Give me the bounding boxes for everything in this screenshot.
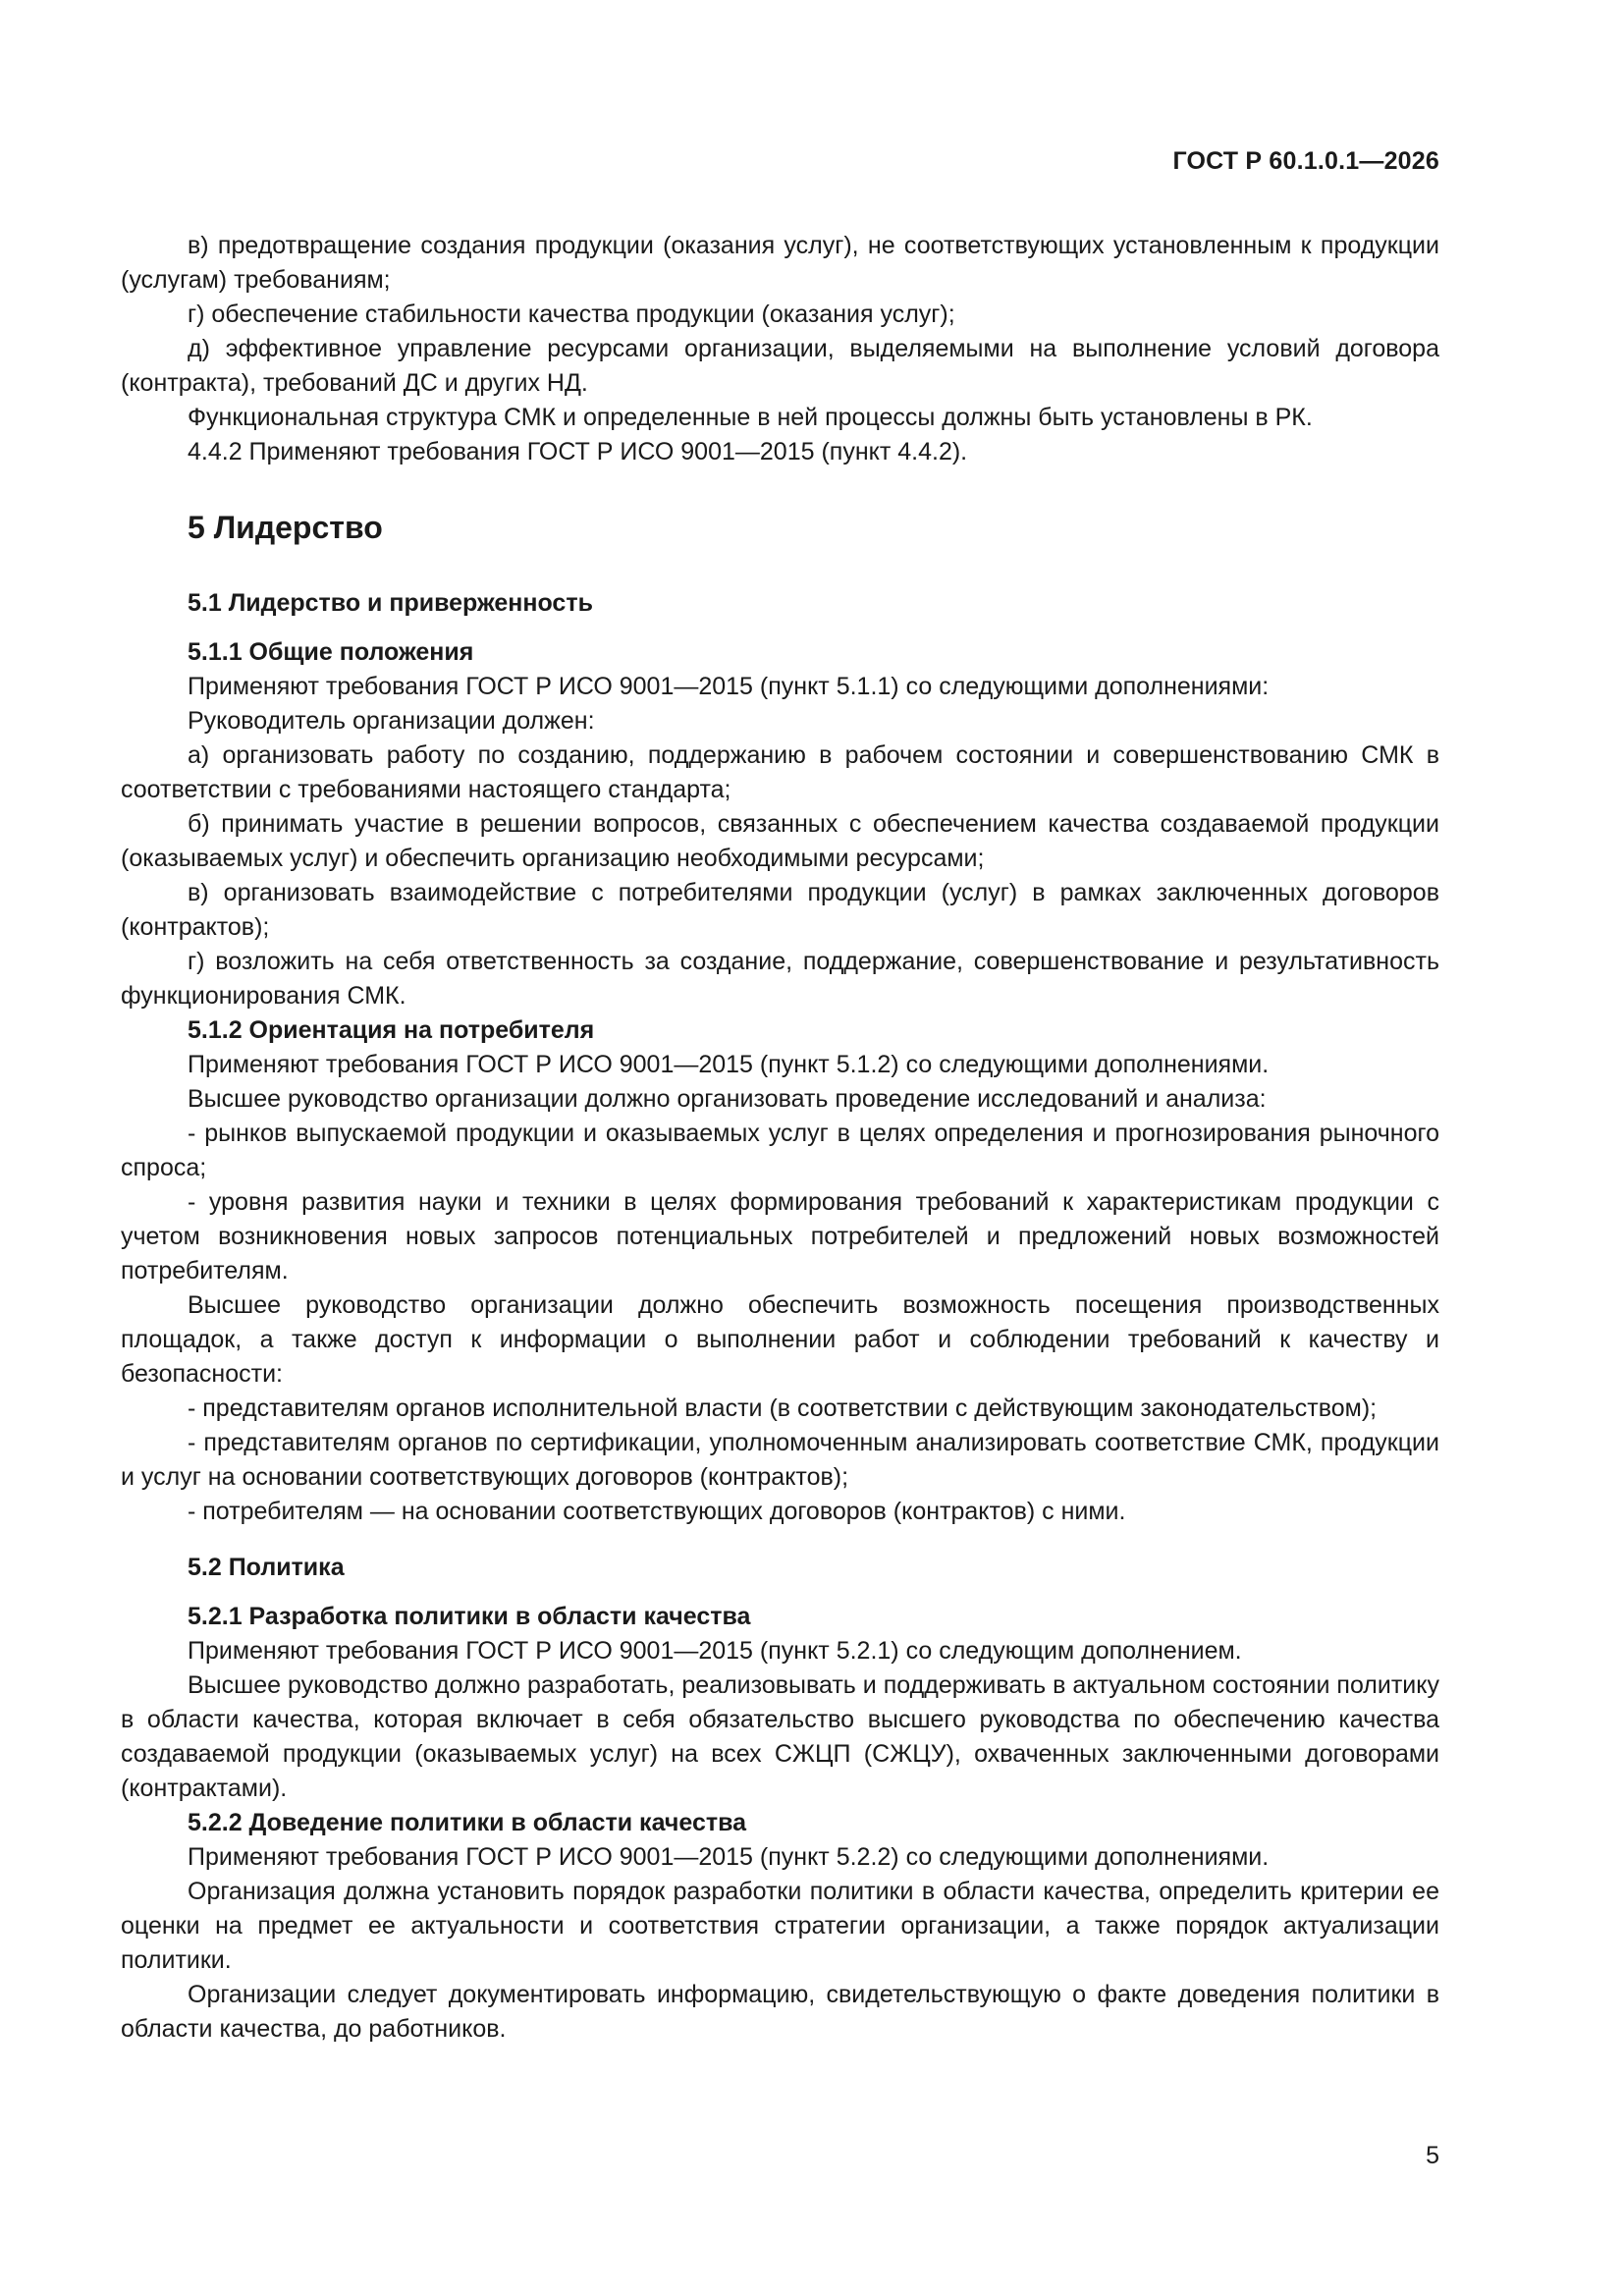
paragraph: 4.4.2 Применяют требования ГОСТ Р ИСО 9001—2015 (пункт 4.4.2). — [188, 438, 968, 465]
subsection-heading: 5.2 Политика — [188, 1554, 345, 1581]
section-heading: 5 Лидерство — [188, 510, 383, 545]
paragraph: Высшее руководство должно разработать, реализовывать и поддерживать в актуальном состоянии политику в области качества, которая включает в себя обязательство высшего руководства по обеспечению качества создаваемой продукции (оказываемых услуг) на всех СЖЦП (СЖЦУ), охваченных заключенными договорами (контрактами). — [121, 1671, 1439, 1802]
list-item: - рынков выпускаемой продукции и оказываемых услуг в целях определения и прогнозирования рыночного спроса; — [121, 1120, 1439, 1181]
paragraph: Организации следует документировать информацию, свидетельствующую о факте доведения политики в области качества, до работников. — [121, 1981, 1439, 2043]
list-item: - уровня развития науки и техники в целях формирования требований к характеристикам продукции с учетом возникновения новых запросов потенциальных потребителей и предложений новых возможностей потребителям. — [121, 1188, 1439, 1285]
page-number: 5 — [1426, 2142, 1439, 2169]
standard-designation: ГОСТ Р 60.1.0.1—2026 — [1172, 147, 1439, 175]
paragraph: Применяют требования ГОСТ Р ИСО 9001—2015 (пункт 5.1.1) со следующими дополнениями: — [188, 673, 1270, 700]
page-body — [121, 229, 1439, 2047]
list-item: в) организовать взаимодействие с потребителями продукции (услуг) в рамках заключенных договоров (контрактов); — [121, 879, 1439, 941]
paragraph: в) предотвращение создания продукции (оказания услуг), не соответствующих установленным к продукции (услугам) требованиям; — [121, 232, 1439, 294]
paragraph: Применяют требования ГОСТ Р ИСО 9001—2015 (пункт 5.2.1) со следующим дополнением. — [188, 1637, 1242, 1665]
paragraph: Высшее руководство организации должно обеспечить возможность посещения производственных площадок, а также доступ к информации о выполнении работ и соблюдении требований к качеству и безопасности: — [121, 1291, 1439, 1388]
paragraph: г) обеспечение стабильности качества продукции (оказания услуг); — [188, 301, 955, 328]
subsection-heading: 5.1 Лидерство и приверженность — [188, 589, 593, 617]
paragraph: Высшее руководство организации должно организовать проведение исследований и анализа: — [188, 1085, 1267, 1113]
paragraph: Функциональная структура СМК и определенные в ней процессы должны быть установлены в РК. — [188, 404, 1313, 431]
paragraph: Применяют требования ГОСТ Р ИСО 9001—2015 (пункт 5.1.2) со следующими дополнениями. — [188, 1051, 1270, 1078]
paragraph: Применяют требования ГОСТ Р ИСО 9001—2015 (пункт 5.2.2) со следующими дополнениями. — [188, 1843, 1270, 1871]
list-item: - потребителям — на основании соответствующих договоров (контрактов) с ними. — [188, 1498, 1126, 1525]
clause-heading: 5.2.2 Доведение политики в области качества — [188, 1809, 747, 1836]
list-item: б) принимать участие в решении вопросов, связанных с обеспечением качества создаваемой продукции (оказываемых услуг) и обеспечить организацию необходимыми ресурсами; — [121, 810, 1439, 872]
list-item: г) возложить на себя ответственность за создание, поддержание, совершенствование и результативность функционирования СМК. — [121, 948, 1439, 1010]
paragraph: Руководитель организации должен: — [188, 707, 595, 735]
clause-heading: 5.2.1 Разработка политики в области качества — [188, 1603, 751, 1630]
list-item: - представителям органов исполнительной власти (в соответствии с действующим законодательством); — [188, 1394, 1378, 1422]
paragraph: д) эффективное управление ресурсами организации, выделяемыми на выполнение условий договора (контракта), требований ДС и других НД. — [121, 335, 1439, 397]
clause-heading: 5.1.2 Ориентация на потребителя — [188, 1016, 595, 1044]
clause-heading: 5.1.1 Общие положения — [188, 638, 474, 666]
list-item: - представителям органов по сертификации, уполномоченным анализировать соответствие СМК, продукции и услуг на основании соответствующих договоров (контрактов); — [121, 1429, 1439, 1491]
paragraph: Организация должна установить порядок разработки политики в области качества, определить критерии ее оценки на предмет ее актуальности и соответствия стратегии организации, а также порядок актуализации политики. — [121, 1878, 1439, 1974]
list-item: а) организовать работу по созданию, поддержанию в рабочем состоянии и совершенствованию СМК в соответствии с требованиями настоящего стандарта; — [121, 741, 1439, 803]
